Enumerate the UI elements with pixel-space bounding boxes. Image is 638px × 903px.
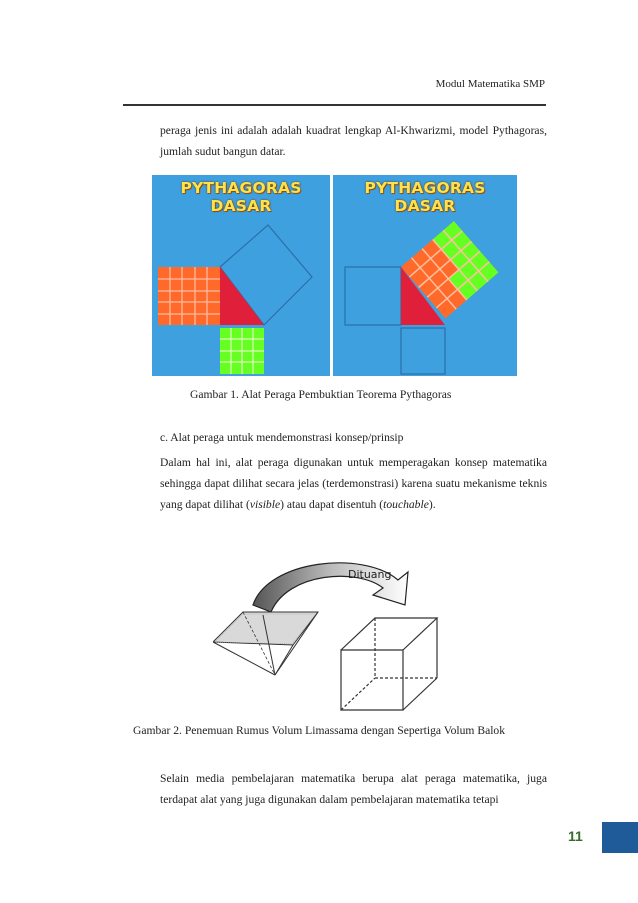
paragraph-demonstration [160,452,547,515]
orange-tile-square [158,267,220,325]
paragraph-media: Selain media pembelajaran matematika berupa alat peraga matematika, juga terdapat alat yang juga digunakan dalam pembelajaran matematika tetapi [160,772,547,806]
figure1-caption: Gambar 1. Alat Peraga Pembuktian Teorema Pythagoras [190,388,452,401]
photo-left-title: PYTHAGORAS DASAR [180,179,302,215]
figure2-caption: Gambar 2. Penemuan Rumus Volum Limassama dengan Sepertiga Volum Balok [133,724,506,737]
header-rule [123,104,546,106]
list-item-c: c. Alat peraga untuk mendemonstrasi konsep/prinsip [160,431,404,444]
term-touchable: touchable [383,498,429,511]
photo-right-title: PYTHAGORAS DASAR [364,179,486,215]
box-shape [341,618,437,710]
paragraph-demonstration-text-3: ). [428,498,436,511]
page-number: 11 [568,828,583,844]
figure2-diagram [213,550,453,715]
green-tile-square [220,328,264,374]
paragraph-intro: peraga jenis ini adalah adalah kuadrat lengkap Al-Khwarizmi, model Pythagoras, jumlah sudut bangun datar. [160,124,547,158]
photo-pythagoras-right [333,175,517,376]
pyramid-shape [213,612,318,675]
photo-pythagoras-left [152,175,330,376]
header-title: Modul Matematika SMP [435,78,545,90]
footer-corner-block [602,822,638,853]
paragraph-demonstration-text-2: ) atau dapat disentuh ( [280,498,384,511]
arrow-label: Dituang [348,568,392,581]
pyramid-box-diagram [213,550,453,715]
paragraph-demonstration-text-1: Dalam hal ini, alat peraga digunakan untuk memperagakan konsep matematika sehingga dapat dilihat secara jelas (terdemonstrasi) karena suatu mekanisme teknis yang dapat dilihat ( [160,456,547,511]
term-visible: visible [249,498,281,511]
